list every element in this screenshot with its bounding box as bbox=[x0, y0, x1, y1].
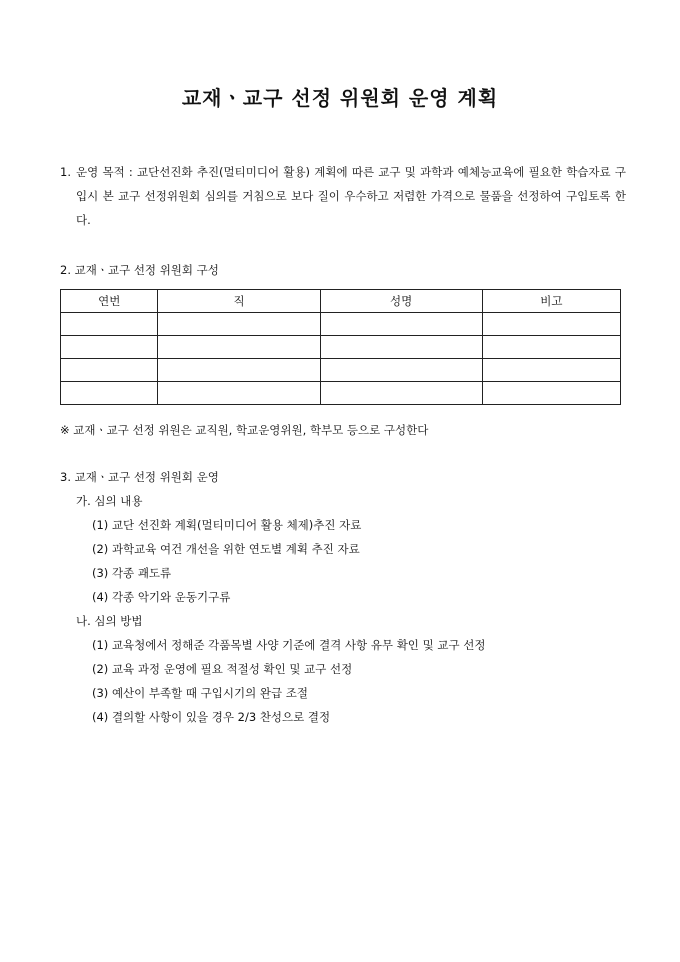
list-item: (1) 교단 선진화 계획(멀티미디어 활용 체제)추진 자료 bbox=[92, 518, 362, 532]
committee-composition-note: ※ 교재ㆍ교구 선정 위원은 교직원, 학교운영위원, 학부모 등으로 구성한다 bbox=[60, 423, 429, 437]
table-row bbox=[61, 313, 621, 336]
table-cell bbox=[320, 336, 482, 359]
col-header-name: 성명 bbox=[320, 290, 482, 313]
subsection-a-heading: 가. 심의 내용 bbox=[76, 494, 143, 508]
table-cell bbox=[158, 359, 320, 382]
col-header-position: 직 bbox=[158, 290, 320, 313]
list-item: (3) 예산이 부족할 때 구입시기의 완급 조절 bbox=[92, 686, 308, 700]
table-cell bbox=[158, 382, 320, 405]
document-title: 교재ㆍ교구 선정 위원회 운영 계획 bbox=[181, 86, 499, 110]
table-row bbox=[61, 359, 621, 382]
table-cell bbox=[158, 313, 320, 336]
table-cell bbox=[482, 359, 620, 382]
list-item: (4) 각종 악기와 운동기구류 bbox=[92, 590, 231, 604]
section-2-heading: 2. 교재ㆍ교구 선정 위원회 구성 bbox=[60, 263, 219, 277]
list-item: (2) 교육 과정 운영에 필요 적절성 확인 및 교구 선정 bbox=[92, 662, 353, 676]
subsection-b-heading: 나. 심의 방법 bbox=[76, 614, 143, 628]
table-cell bbox=[61, 313, 158, 336]
table-cell bbox=[61, 336, 158, 359]
section-3-heading: 3. 교재ㆍ교구 선정 위원회 운영 bbox=[60, 470, 219, 484]
list-item: (3) 각종 괘도류 bbox=[92, 566, 172, 580]
table-cell bbox=[482, 382, 620, 405]
table-cell bbox=[482, 313, 620, 336]
table-row bbox=[61, 382, 621, 405]
table-cell bbox=[320, 313, 482, 336]
list-item: (1) 교육청에서 정해준 각품목별 사양 기준에 결격 사항 유무 확인 및 교구 선정 bbox=[92, 638, 486, 652]
table-cell bbox=[320, 382, 482, 405]
table-cell bbox=[482, 336, 620, 359]
list-item: (4) 결의할 사항이 있을 경우 2/3 찬성으로 결정 bbox=[92, 710, 331, 724]
table-cell bbox=[158, 336, 320, 359]
table-cell bbox=[320, 359, 482, 382]
table-row bbox=[61, 336, 621, 359]
table-header-row bbox=[61, 290, 621, 313]
col-header-number: 연번 bbox=[61, 290, 158, 313]
section-1-number: 1. bbox=[60, 165, 71, 179]
table-cell bbox=[61, 382, 158, 405]
section-1-text: 운영 목적 : 교단선진화 추진(멀티미디어 활용) 계획에 따른 교구 및 과학과 예체능교육에 필요한 학습자료 구입시 본 교구 선정위원회 심의를 거침으로 보다 질이 우수하고 저렴한 가격으로 물품을 선정하여 구입토록 한다. bbox=[76, 165, 626, 227]
list-item: (2) 과학교육 여건 개선을 위한 연도별 계획 추진 자료 bbox=[92, 542, 360, 556]
committee-members-table bbox=[60, 289, 621, 405]
col-header-remarks: 비고 bbox=[482, 290, 620, 313]
table-cell bbox=[61, 359, 158, 382]
section-1-purpose bbox=[60, 160, 626, 232]
